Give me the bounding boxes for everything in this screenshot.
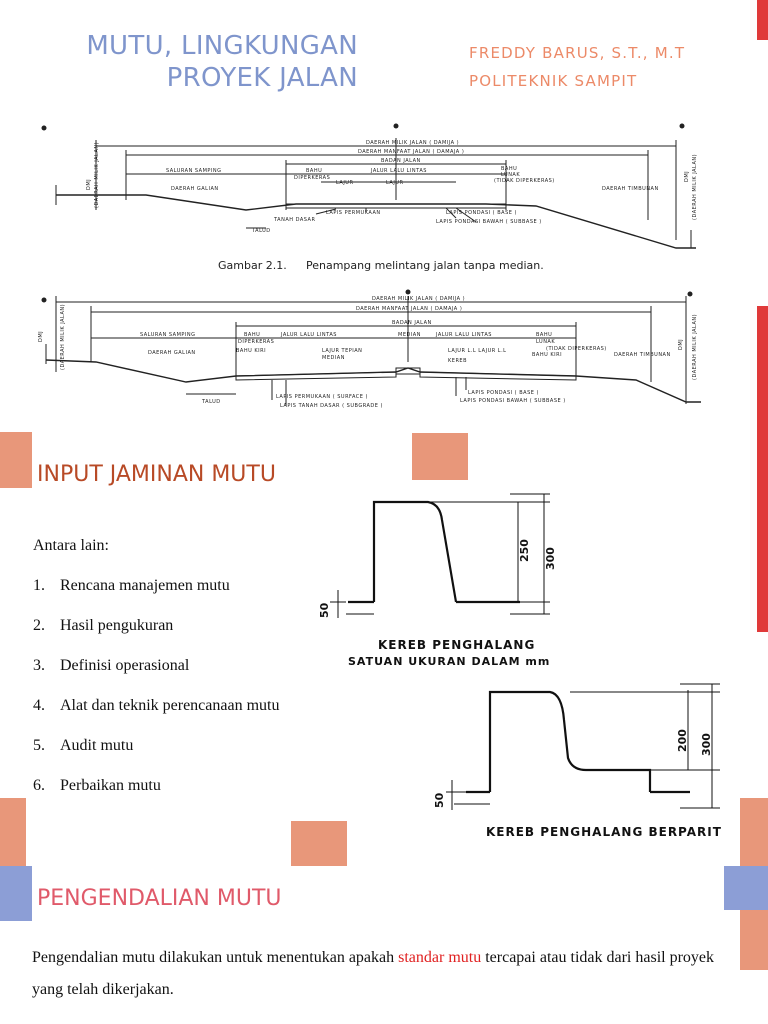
kereb1-dim-50: 50 <box>318 602 331 618</box>
fig2-tanah-dasar-label: LAPIS TANAH DASAR ( SUBGRADE ) <box>280 403 383 409</box>
cross-section-figure-2 <box>36 282 720 414</box>
title-line-2: PROYEK JALAN <box>166 63 358 93</box>
section-heading-pengendalian: PENGENDALIAN MUTU <box>37 886 282 911</box>
fig2-jalur-left-label: JALUR LALU LINTAS <box>281 332 337 338</box>
kereb1-dim-250: 250 <box>518 539 531 562</box>
section-heading-input: INPUT JAMINAN MUTU <box>37 462 276 487</box>
list-item: 6. Perbaikan mutu <box>33 777 161 794</box>
fig2-lajur-tepian-2-label: MEDIAN <box>322 355 345 361</box>
fig2-median-label: MEDIAN <box>398 332 421 338</box>
fig1-caption-number: Gambar 2.1. <box>218 259 287 272</box>
fig1-damija-label: DAERAH MILIK JALAN ( DAMIJA ) <box>366 140 460 146</box>
fig2-damaja-label: DAERAH MANFAAT JALAN ( DAMAJA ) <box>356 306 463 312</box>
fig2-bahu-left-2-label: DIPERKERAS <box>238 339 275 345</box>
highlight-standar-mutu: standar mutu <box>398 949 482 966</box>
fig2-badan-label: BADAN JALAN <box>392 320 432 326</box>
kereb2-dim-300: 300 <box>700 733 713 756</box>
fig1-saluran-label: SALURAN SAMPING <box>166 168 222 174</box>
fig2-pagar-right-label: (DAERAH MILIK JALAN) <box>692 313 698 380</box>
fig1-permukaan-label: LAPIS PERMUKAAN <box>326 210 381 216</box>
fig1-bahu-left-label: BAHU <box>306 168 323 174</box>
fig2-dmj-left-label: DMJ <box>38 330 44 342</box>
kereb1-units: SATUAN UKURAN DALAM mm <box>348 655 551 668</box>
list-intro: Antara lain: <box>33 537 109 554</box>
fig1-bahu-right-label: BAHU <box>501 166 518 172</box>
cross-section-figure-1 <box>36 110 720 275</box>
fig1-damaja-label: DAERAH MANFAAT JALAN ( DAMAJA ) <box>358 149 465 155</box>
fig2-pagar-left-label: (DAERAH MILIK JALAN) <box>60 303 66 370</box>
deco-bar-right-2 <box>757 306 768 432</box>
fig1-dmj-right-label: DMJ <box>684 170 690 182</box>
fig2-bahu-right-2-label: LUNAK <box>536 339 556 345</box>
fig2-pondasi-label: LAPIS PONDASI ( BASE ) <box>468 390 539 396</box>
kereb2-dim-50: 50 <box>433 792 446 808</box>
fig2-dmj-right-label: DMJ <box>678 338 684 350</box>
fig2-damija-label: DAERAH MILIK JALAN ( DAMIJA ) <box>372 296 466 302</box>
fig1-timbunan-label: DAERAH TIMBUNAN <box>602 186 659 192</box>
deco-square-mid-1 <box>412 433 468 480</box>
fig1-talud-label: TALUD <box>252 228 271 234</box>
deco-square-left-1 <box>0 432 32 488</box>
deco-bar-right-3 <box>757 432 768 632</box>
deco-square-right-3 <box>740 910 768 970</box>
fig1-caption-text: Penampang melintang jalan tanpa median. <box>306 259 544 272</box>
fig2-jalur-right-label: JALUR LALU LINTAS <box>436 332 492 338</box>
fig2-pondasi-bawah-label: LAPIS PONDASI BAWAH ( SUBBASE ) <box>460 398 566 404</box>
fig1-dmj-left-label: DMJ <box>86 178 92 190</box>
fig1-pagar-left-label: (DAERAH MILIK JALAN) <box>94 141 100 208</box>
fig1-bahu-right-3-label: (TIDAK DIPERKERAS) <box>494 178 555 184</box>
fig1-jalur-label: JALUR LALU LINTAS <box>371 168 427 174</box>
list-item: 5. Audit mutu <box>33 737 134 754</box>
kereb1-dim-300: 300 <box>544 547 557 570</box>
fig2-timbunan-label: DAERAH TIMBUNAN <box>614 352 671 358</box>
list-item: 3. Definisi operasional <box>33 657 190 674</box>
fig2-lajur-ll-label: LAJUR L.L LAJUR L.L <box>448 348 507 354</box>
deco-bar-right-1 <box>757 0 768 40</box>
fig2-bahu-right-3-label: (TIDAK DIPERKERAS) <box>546 346 607 352</box>
fig2-bahu-kiri-label: BAHU KIRI <box>236 348 267 354</box>
list-item: 4. Alat dan teknik perencanaan mutu <box>33 697 280 714</box>
pengendalian-paragraph: Pengendalian mutu dilakukan untuk menentukan apakah standar mutu tercapai atau tidak dari hasil proyek yang telah dikerjakan. <box>32 949 715 998</box>
fig1-galian-label: DAERAH GALIAN <box>171 186 219 192</box>
fig1-pagar-right-label: (DAERAH MILIK JALAN) <box>692 153 698 220</box>
page-title <box>40 30 358 94</box>
fig2-bahu-kanan-label: BAHU KIRI <box>532 352 563 358</box>
deco-square-mid-2 <box>291 821 347 866</box>
fig2-permukaan-label: LAPIS PERMUKAAN ( SURFACE ) <box>276 394 368 400</box>
deco-square-right-1 <box>740 798 768 866</box>
fig2-saluran-label: SALURAN SAMPING <box>140 332 196 338</box>
kereb-berparit-drawing <box>430 680 730 840</box>
fig1-lajur-1-label: LAJUR <box>336 180 354 186</box>
fig1-pondasi-bawah-label: LAPIS PONDASI BAWAH ( SUBBASE ) <box>436 219 542 225</box>
title-line-1: MUTU, LINGKUNGAN <box>86 31 358 61</box>
fig1-badan-label: BADAN JALAN <box>381 158 421 164</box>
fig2-galian-label: DAERAH GALIAN <box>148 350 196 356</box>
deco-square-right-2 <box>724 866 768 910</box>
author-block <box>469 39 685 95</box>
fig2-talud-label: TALUD <box>202 399 221 405</box>
fig1-bahu-right-2-label: LUNAK <box>501 172 521 178</box>
fig2-bahu-left-label: BAHU <box>244 332 261 338</box>
fig1-pondasi-label: LAPIS PONDASI ( BASE ) <box>446 210 517 216</box>
kereb1-caption: KEREB PENGHALANG <box>378 638 536 652</box>
deco-square-left-3 <box>0 866 32 921</box>
kereb2-caption: KEREB PENGHALANG BERPARIT <box>486 825 722 839</box>
fig1-tanah-dasar-label: TANAH DASAR <box>274 217 316 223</box>
fig1-lajur-2-label: LAJUR <box>386 180 404 186</box>
kereb-penghalang-drawing <box>310 490 560 675</box>
list-item: 2. Hasil pengukuran <box>33 617 174 634</box>
author-institution: POLITEKNIK SAMPIT <box>469 72 638 90</box>
fig2-kereb-label: KEREB <box>448 358 468 364</box>
fig2-bahu-right-label: BAHU <box>536 332 553 338</box>
deco-square-left-2 <box>0 798 26 866</box>
author-name: FREDDY BARUS, S.T., M.T <box>469 44 686 62</box>
fig1-bahu-left-2-label: DIPERKERAS <box>294 175 331 181</box>
fig2-lajur-tepian-label: LAJUR TEPIAN <box>322 348 363 354</box>
kereb2-dim-200: 200 <box>676 729 689 752</box>
list-item: 1. Rencana manajemen mutu <box>33 577 230 594</box>
